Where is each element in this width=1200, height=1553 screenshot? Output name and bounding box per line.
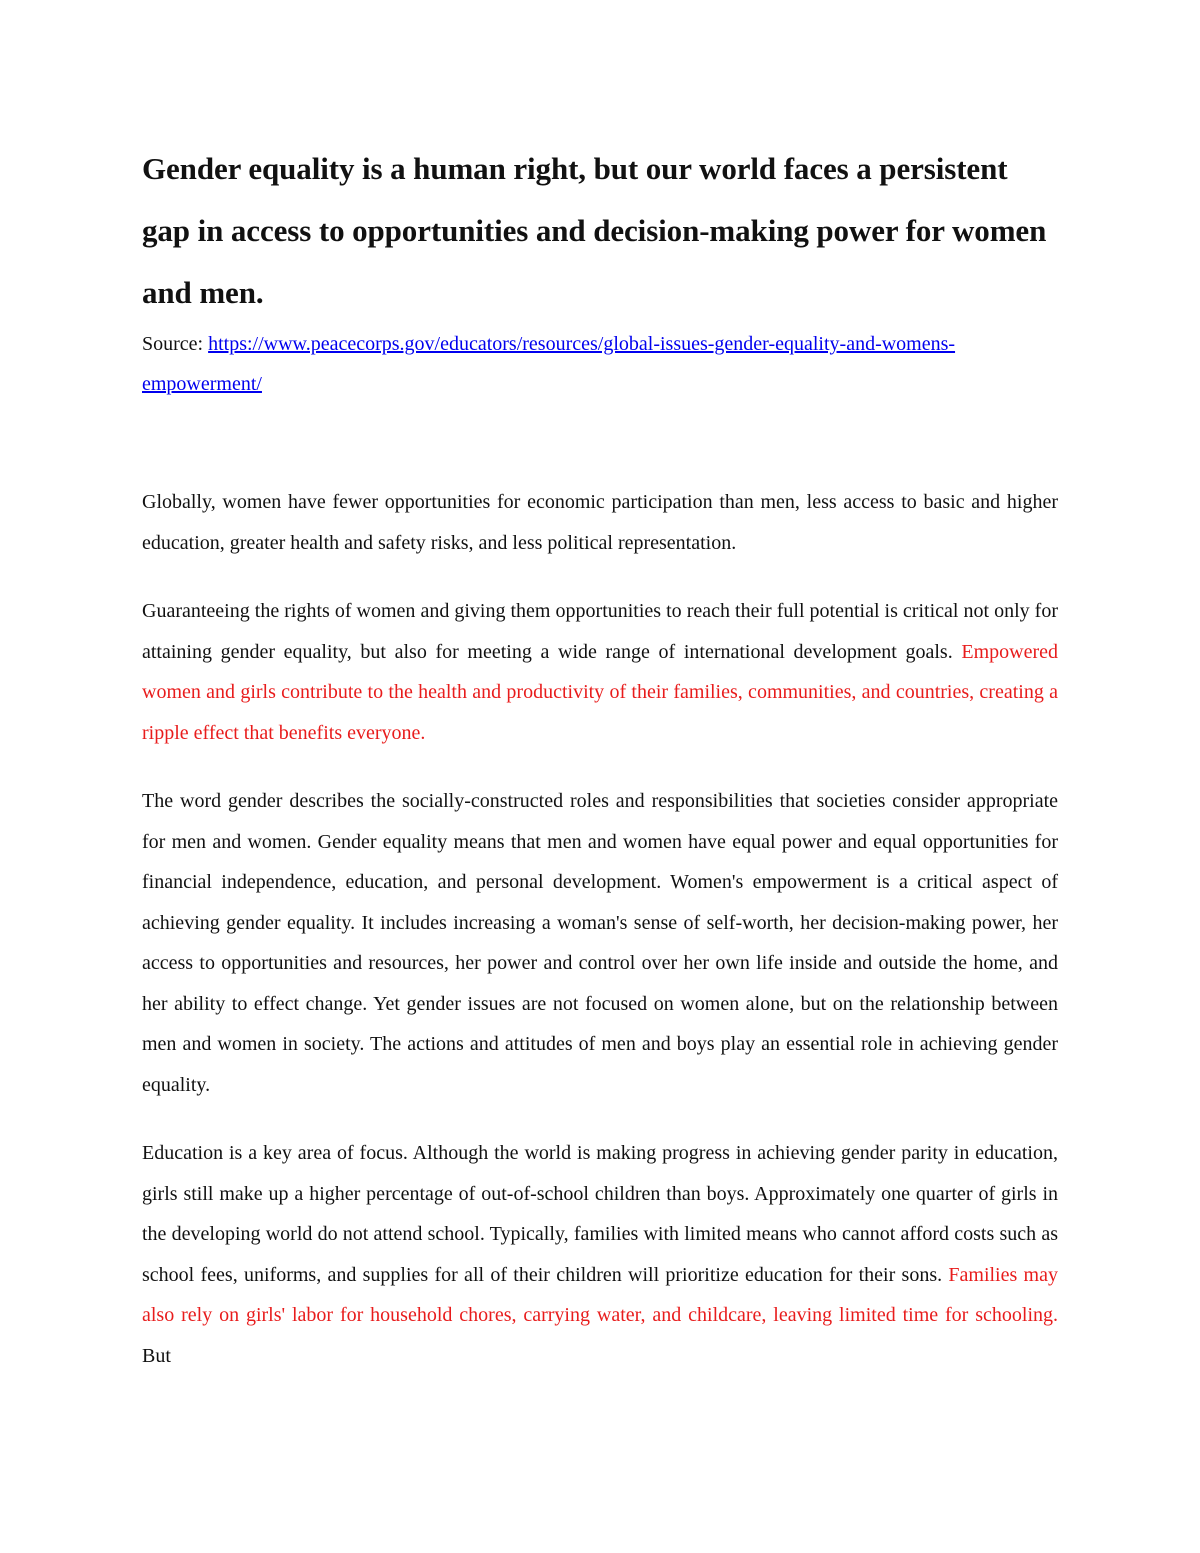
document-body	[142, 138, 1058, 1376]
source-line	[142, 324, 1058, 404]
paragraph-4-tail: But	[142, 1344, 171, 1367]
paragraph-1-text: Globally, women have fewer opportunities for economic participation than men, less access to basic and higher education, greater health and safety risks, and less political representation.	[142, 491, 1058, 554]
document-title: Gender equality is a human right, but our world faces a persistent gap in access to opportunities and decision-making power for women and men.	[142, 151, 1047, 310]
paragraph-2-highlight: Empowered women and girls contribute to the health and productivity of their families, communities, and countries, creating a ripple effect that benefits everyone.	[142, 640, 1058, 744]
paragraph-2	[142, 591, 1058, 753]
paragraph-4	[142, 1133, 1058, 1376]
source-link[interactable]: https://www.peacecorps.gov/educators/resources/global-issues-gender-equality-and-womens-empowerment/	[142, 333, 956, 395]
paragraph-3	[142, 781, 1058, 1105]
paragraph-3-text: The word gender describes the socially-constructed roles and responsibilities that societies consider appropriate for men and women. Gender equality means that men and women have equal power and equal opportunities for financial independence, education, and personal development. Women's empowerment is a critical aspect of achieving gender equality. It includes increasing a woman's sense of self-worth, her decision-making power, her access to opportunities and resources, her power and control over her own life inside and outside the home, and her ability to effect change. Yet gender issues are not focused on women alone, but on the relationship between men and women in society. The actions and attitudes of men and boys play an essential role in achieving gender equality.	[142, 790, 1058, 1096]
source-label: Source:	[142, 333, 209, 355]
paragraph-4-highlight: Families may also rely on girls' labor for household chores, carrying water, and childcare, leaving limited time for schooling.	[142, 1263, 1058, 1326]
paragraph-2-text: Guaranteeing the rights of women and giving them opportunities to reach their full potential is critical not only for attaining gender equality, but also for meeting a wide range of international development goals.	[142, 600, 1058, 663]
paragraph-4-text: Education is a key area of focus. Although the world is making progress in achieving gender parity in education, girls still make up a higher percentage of out-of-school children than boys. Approximately one quarter of girls in the developing world do not attend school. Typically, families with limited means who cannot afford costs such as school fees, uniforms, and supplies for all of their children will prioritize education for their sons.	[142, 1142, 1058, 1286]
paragraph-1	[142, 482, 1058, 563]
